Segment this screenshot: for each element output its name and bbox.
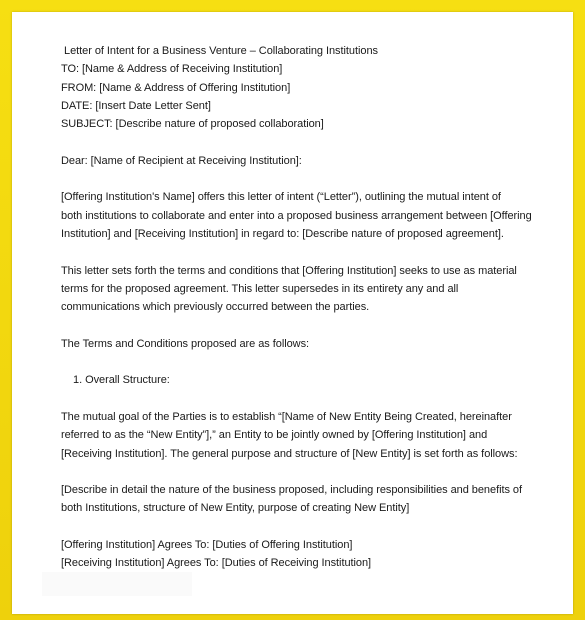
paragraph-line: [Receiving Institution]. The general purpose and structure of [New Entity] is set forth as follows: (61, 447, 518, 460)
to-line: TO: [Name & Address of Receiving Institution] (61, 63, 283, 76)
letter-title: Letter of Intent for a Business Venture – Collaborating Institutions (64, 45, 378, 57)
list-item-overall-structure: 1. Overall Structure: (73, 374, 170, 387)
paragraph-line: The mutual goal of the Parties is to establish “[Name of New Entity Being Created, hereinafter (61, 410, 512, 423)
paragraph-line: both institutions to collaborate and enter into a proposed business arrangement between [Offering (61, 209, 532, 222)
paragraph-line: This letter sets forth the terms and conditions that [Offering Institution] seeks to use as material (61, 264, 517, 277)
paragraph-line: [Describe in detail the nature of the business proposed, including responsibilities and benefits of (61, 484, 523, 497)
subject-line: SUBJECT: [Describe nature of proposed collaboration] (61, 118, 324, 131)
terms-intro: The Terms and Conditions proposed are as follows: (61, 337, 310, 350)
letter-body (61, 42, 541, 573)
receiving-agrees-line: [Receiving Institution] Agrees To: [Duties of Receiving Institution] (61, 557, 372, 570)
paragraph-line: terms for the proposed agreement. This letter supersedes in its entirety any and all (61, 282, 459, 295)
from-line: FROM: [Name & Address of Offering Institution] (61, 81, 291, 94)
paragraph-line: both Institutions, structure of New Entity, purpose of creating New Entity] (61, 502, 410, 515)
paragraph-line: referred to as the “New Entity”],” an Entity to be jointly owned by [Offering Institution] and (61, 429, 488, 442)
paragraph-line: communications which previously occurred between the parties. (61, 301, 370, 314)
date-line: DATE: [Insert Date Letter Sent] (61, 99, 211, 112)
document-page (12, 12, 573, 614)
salutation: Dear: [Name of Recipient at Receiving Institution]: (61, 154, 302, 167)
paragraph-line: Institution] and [Receiving Institution] in regard to: [Describe nature of proposed agreement]. (61, 227, 504, 240)
faint-watermark (42, 572, 192, 596)
paragraph-line: [Offering Institution's Name] offers this letter of intent (“Letter”), outlining the mutual intent of (61, 191, 501, 204)
offering-agrees-line: [Offering Institution] Agrees To: [Duties of Offering Institution] (61, 539, 353, 552)
